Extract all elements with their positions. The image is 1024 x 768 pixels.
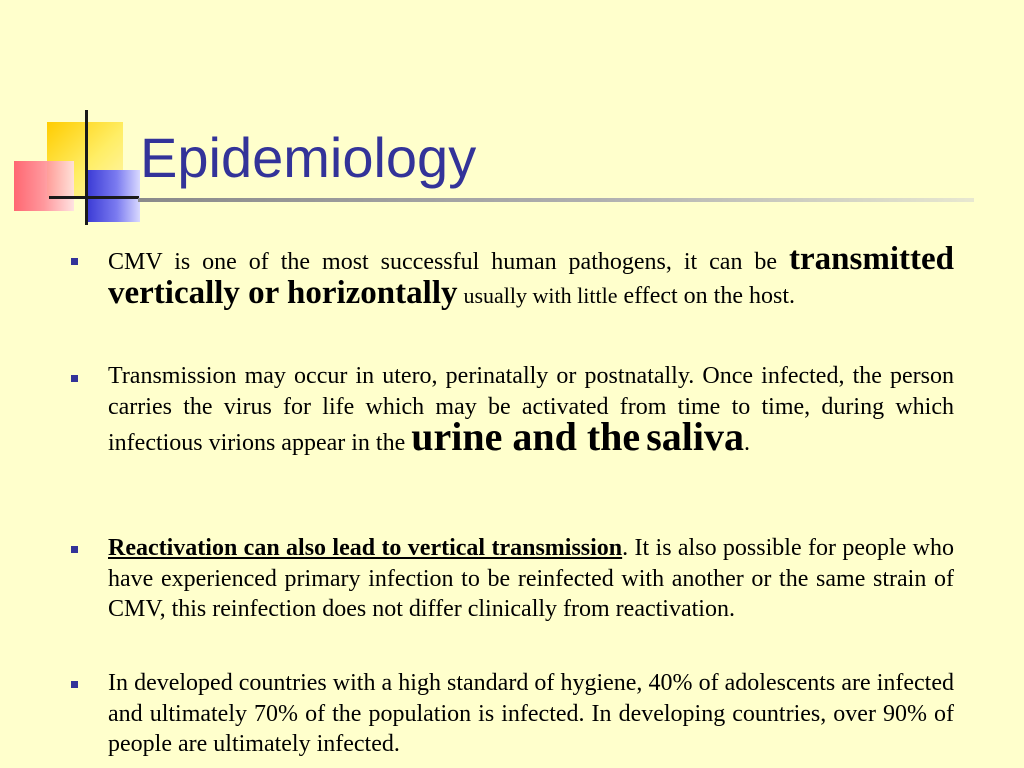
bullet-3-emphasis: Reactivation can also lead to vertical transmission [108, 535, 623, 561]
bullet-item-2 [108, 361, 954, 459]
bullet-1-text-end: effect on the host. [623, 282, 795, 309]
bullet-2-emphasis: urine and the [411, 414, 641, 459]
bullet-1-emphasis: transmitted vertically or horizontally [108, 241, 954, 311]
bullet-2-emphasis-end: saliva [646, 414, 744, 459]
bullet-3-text: . It is also possible for people who have experienced primary infection to be reinfected with another or the same strain of CMV, this reinfection does not differ clinically from reactivation. [108, 535, 954, 622]
bullet-item-3 [108, 533, 954, 625]
bullet-marker-icon [71, 681, 78, 688]
bullet-marker-icon [71, 375, 78, 382]
bullet-2-text-end: . [743, 430, 750, 456]
bullet-item-4 [108, 668, 954, 760]
bullet-1-text-continued: usually with little [463, 282, 618, 308]
bullet-2-text: Transmission may occur in utero, perinatally or postnatally. Once infected, the person carries the virus for life which may be activated from time to time, during which infectious virions appear in the [108, 363, 954, 456]
bullet-marker-icon [71, 258, 78, 265]
bullet-1-text: CMV is one of the most successful human pathogens, it can be [108, 249, 778, 275]
bullet-4-text: In developed countries with a high standard of hygiene, 40% of adolescents are infected and ultimately 70% of the population is infected. In developing countries, over 90% of people are ultimately infected. [108, 670, 954, 757]
bullet-item-1 [108, 241, 954, 311]
bullet-marker-icon [71, 546, 78, 553]
slide-title: Epidemiology [140, 126, 477, 189]
